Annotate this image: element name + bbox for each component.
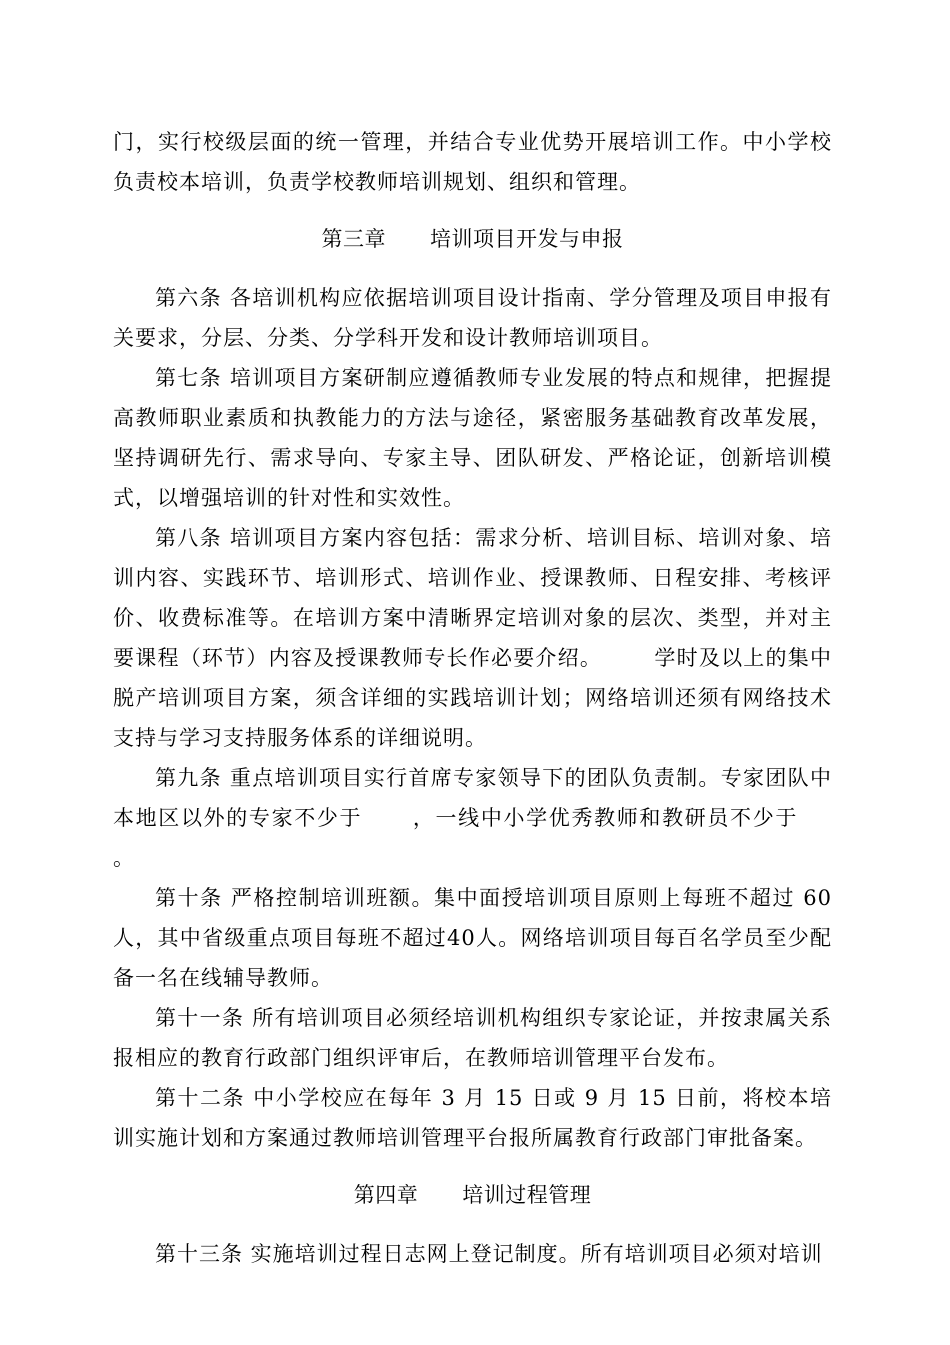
- article-9: [113, 758, 832, 878]
- paragraph-continued: 门，实行校级层面的统一管理，并结合专业优势开展培训工作。中小学校负责校本培训，负责学校教师培训规划、组织和管理。: [113, 130, 832, 194]
- chapter-title: 培训项目开发与申报: [430, 227, 624, 251]
- article-9-text-a: 第九条 重点培训项目实行首席专家领导下的团队负责制。专家团队中本地区以外的专家不少于: [113, 766, 832, 830]
- article-10: 第十条 严格控制培训班额。集中面授培训项目原则上每班不超过 60人，其中省级重点项目每班不超过40人。网络培训项目每百名学员至少配备一名在线辅导教师。: [113, 886, 832, 990]
- article-8-text-a: 第八条 培训项目方案内容包括：需求分析、培训目标、培训对象、培训内容、实践环节、培训形式、培训作业、授课教师、日程安排、考核评价、收费标准等。在培训方案中清晰界定培训对象的层次、类型，并对主要课程（环节）内容及授课教师专长作必要介绍。: [113, 526, 832, 670]
- article-7: 第七条 培训项目方案研制应遵循教师专业发展的特点和规律，把握提高教师职业素质和执教能力的方法与途径，紧密服务基础教育改革发展，坚持调研先行、需求导向、专家主导、团队研发、严格论证，创新培训模式，以增强培训的针对性和实效性。: [113, 366, 832, 510]
- chapter-heading-4: [113, 1164, 832, 1226]
- article-8: [113, 518, 832, 758]
- article-13: 第十三条 实施培训过程日志网上登记制度。所有培训项目必须对培训: [155, 1242, 823, 1266]
- article-12: 第十二条 中小学校应在每年 3 月 15 日或 9 月 15 日前，将校本培训实施计划和方案通过教师培训管理平台报所属教育行政部门审批备案。: [113, 1086, 832, 1150]
- article-11: 第十一条 所有培训项目必须经培训机构组织专家论证，并按隶属关系报相应的教育行政部门组织评审后，在教师培训管理平台发布。: [113, 1006, 832, 1070]
- article-6: 第六条 各培训机构应依据培训项目设计指南、学分管理及项目申报有关要求，分层、分类、分学科开发和设计教师培训项目。: [113, 286, 832, 350]
- chapter-number: 第三章: [321, 227, 386, 251]
- chapter-number: 第四章: [353, 1183, 419, 1207]
- chapter-heading-3: [113, 208, 832, 270]
- article-8-text-b: 学时及以上的集中脱产培训项目方案，须含详细的实践培训计划；网络培训还须有网络技术支持与学习支持服务体系的详细说明。: [113, 646, 833, 750]
- article-9-text-b: ，一线中小学优秀教师和教研员不少于: [412, 806, 799, 830]
- chapter-title: 培训过程管理: [462, 1183, 592, 1207]
- article-9-text-c: 。: [113, 846, 135, 870]
